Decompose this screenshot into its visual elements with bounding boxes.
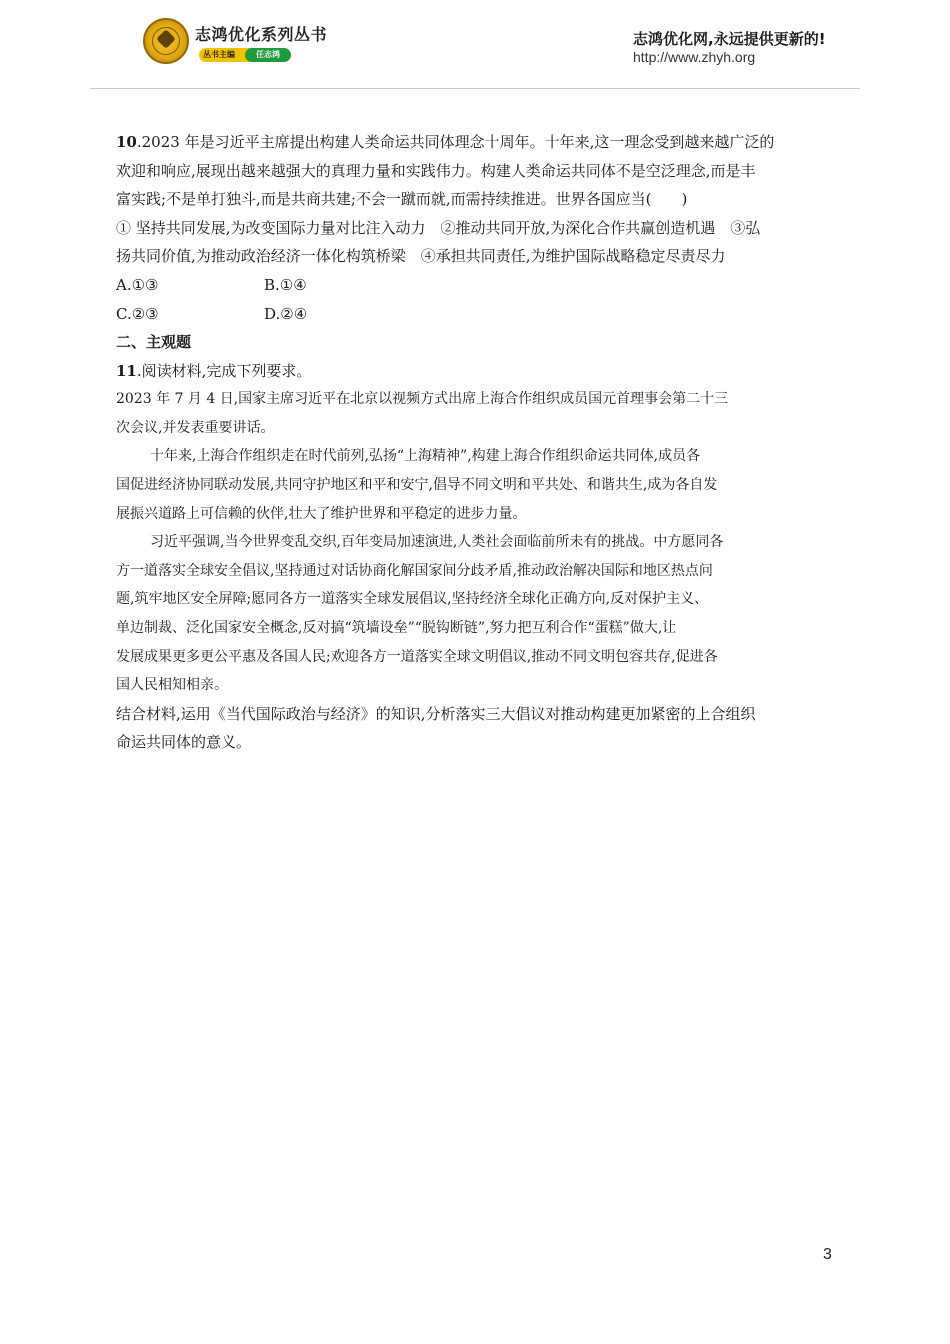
option-b[interactable]: B.①④	[264, 275, 307, 294]
question-11-prompt: 11.阅读材料,完成下列要求。	[116, 361, 312, 380]
editor-badge	[199, 48, 291, 62]
section-title: 二、主观题	[116, 332, 192, 351]
material-line: 题,筑牢地区安全屏障;愿同各方一道落实全球发展倡议,坚持经济全球化正确方向,反对保护主义、	[116, 591, 709, 608]
editor-badge-name: 任志鸿	[245, 48, 291, 62]
material-line: 展振兴道路上可信赖的伙伴,壮大了维护世界和平稳定的进步力量。	[116, 505, 527, 522]
material-line: 次会议,并发表重要讲话。	[116, 419, 275, 436]
option-a[interactable]: A.①③	[116, 275, 159, 294]
question-10-line-3: 富实践;不是单打独斗,而是共商共建;不会一蹴而就,而需持续推进。世界各国应当( )	[116, 190, 688, 209]
page-header	[0, 0, 950, 90]
page-content	[116, 128, 836, 757]
material-line: 习近平强调,当今世界变乱交织,百年变局加速演进,人类社会面临前所未有的挑战。中方愿同各	[150, 534, 724, 551]
question-10-line-2: 欢迎和响应,展现出越来越强大的真理力量和实践伟力。构建人类命运共同体不是空泛理念,而是丰	[116, 161, 756, 180]
header-divider	[90, 88, 860, 89]
question-10-number: 10	[116, 133, 137, 151]
question-10-options	[116, 271, 836, 328]
material-line: 国促进经济协同联动发展,共同守护地区和平和安宁,倡导不同文明和平共处、和谐共生,成为各自发	[116, 476, 718, 493]
material-line: 单边制裁、泛化国家安全概念,反对搞“筑墙设垒”“脱钩断链”,努力把互利合作“蛋糕”做大,让	[116, 619, 677, 636]
material-line: 发展成果更多更公平惠及各国人民;欢迎各方一道落实全球文明倡议,推动不同文明包容共存,促进各	[116, 648, 718, 665]
question-10	[116, 128, 836, 328]
question-10-line-1: 10.2023 年是习近平主席提出构建人类命运共同体理念十周年。十年来,这一理念受到越来越广泛的	[116, 133, 775, 151]
question-10-statements-line-2: 扬共同价值,为推动政治经济一体化构筑桥梁 ④承担共同责任,为维护国际战略稳定尽责尽力	[116, 247, 726, 266]
option-d[interactable]: D.②④	[264, 304, 308, 323]
editor-badge-label: 丛书主编	[203, 50, 235, 59]
requirement-line: 命运共同体的意义。	[116, 733, 252, 752]
site-url: http://www.zhyh.org	[633, 49, 756, 65]
material-line: 国人民相知相亲。	[116, 677, 228, 694]
material-line: 方一道落实全球安全倡议,坚持通过对话协商化解国家间分歧矛盾,推动政治解决国际和地区热点问	[116, 562, 713, 579]
material-line: 2023 年 7 月 4 日,国家主席习近平在北京以视频方式出席上海合作组织成员国元首理事会第二十三	[116, 391, 729, 408]
publisher-logo	[143, 18, 343, 68]
seal-emblem-icon	[143, 18, 189, 64]
site-slogan: 志鸿优化网,永远提供更新的!	[633, 30, 826, 48]
question-11	[116, 357, 836, 757]
requirement-line: 结合材料,运用《当代国际政治与经济》的知识,分析落实三大倡议对推动构建更加紧密的上合组织	[116, 704, 756, 723]
question-11-number: 11	[116, 361, 137, 380]
material-line: 十年来,上海合作组织走在时代前列,弘扬“上海精神”,构建上海合作组织命运共同体,成员各	[150, 448, 701, 465]
brand-title: 志鸿优化系列丛书	[195, 25, 328, 44]
page-number: 3	[823, 1246, 832, 1263]
option-c[interactable]: C.②③	[116, 304, 159, 323]
question-10-statements-line-1: ① 坚持共同发展,为改变国际力量对比注入动力 ②推动共同开放,为深化合作共赢创造机遇 ③弘	[116, 218, 761, 237]
